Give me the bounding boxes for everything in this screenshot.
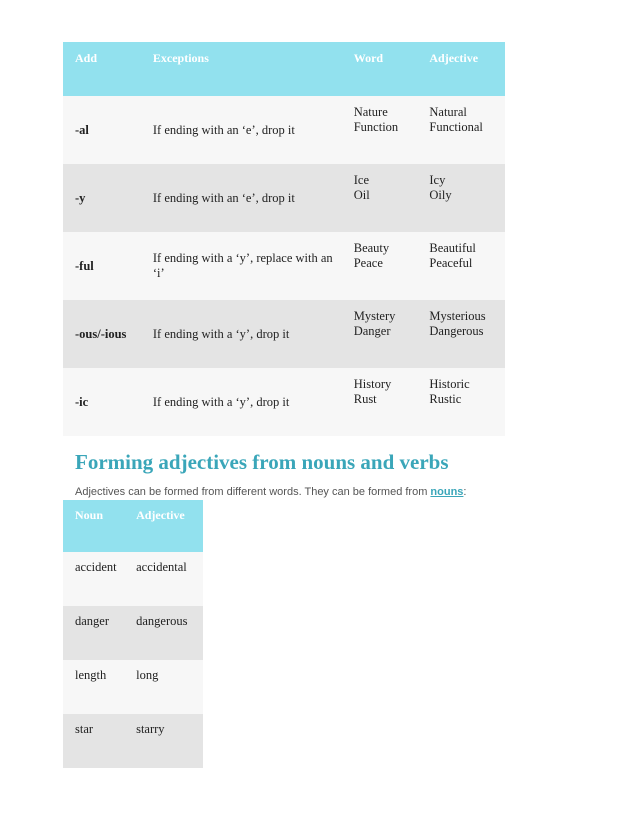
table-row — [63, 300, 505, 368]
exception-cell: If ending with a ‘y’, replace with an ‘i’ — [152, 251, 333, 280]
header-noun-adjective: Adjective — [136, 508, 185, 522]
intro-end: : — [463, 486, 467, 498]
header-noun: Noun — [75, 508, 104, 522]
suffix-table — [63, 42, 505, 436]
adjective-2: Dangerous — [429, 324, 484, 338]
noun-table — [63, 500, 203, 768]
exception-cell: If ending with a ‘y’, drop it — [152, 394, 290, 409]
adjective-cell — [417, 96, 505, 164]
suffix-cell: -ic — [75, 394, 89, 409]
word-2: Peace — [353, 256, 383, 270]
adjective-1: Beautiful — [429, 241, 476, 255]
exception-cell: If ending with a ‘y’, drop it — [152, 326, 290, 341]
nouns-link[interactable]: nouns — [430, 486, 464, 498]
word-1: Ice — [353, 173, 369, 187]
noun-adjective-cell: starry — [136, 722, 165, 736]
adjective-1: Mysterious — [429, 309, 486, 323]
word-2: Function — [353, 120, 399, 134]
section-heading: Forming adjectives from nouns and verbs — [75, 450, 449, 474]
table-row — [63, 164, 505, 232]
adjective-2: Peaceful — [429, 256, 473, 270]
noun-table-header-row — [63, 500, 203, 552]
header-exceptions: Exceptions — [152, 51, 209, 65]
word-2: Rust — [353, 392, 377, 406]
table-row — [63, 606, 203, 660]
noun-adjective-cell: long — [136, 668, 159, 682]
adjective-1: Historic — [429, 377, 470, 391]
exception-cell: If ending with an ‘e’, drop it — [152, 122, 295, 137]
noun-cell: length — [75, 668, 107, 682]
word-cell — [342, 164, 418, 232]
header-adjective: Adjective — [429, 51, 479, 65]
adjective-1: Natural — [429, 105, 467, 119]
adjective-cell — [417, 232, 505, 300]
word-2: Oil — [353, 188, 370, 202]
exception-cell: If ending with an ‘e’, drop it — [152, 190, 295, 205]
table-row — [63, 660, 203, 714]
table-row — [63, 552, 203, 606]
noun-adjective-cell: dangerous — [136, 614, 188, 628]
adjective-1: Icy — [429, 173, 446, 187]
adjective-2: Rustic — [429, 392, 462, 406]
suffix-table-header-row — [63, 42, 505, 96]
word-cell — [342, 232, 418, 300]
table-row — [63, 232, 505, 300]
adjective-cell — [417, 368, 505, 436]
word-1: History — [353, 377, 392, 391]
table-row — [63, 96, 505, 164]
noun-cell: star — [75, 722, 94, 736]
noun-adjective-cell: accidental — [136, 560, 187, 574]
suffix-cell: -ous/-ious — [75, 326, 127, 341]
word-cell — [342, 368, 418, 436]
table-row — [63, 368, 505, 436]
suffix-cell: -ful — [75, 258, 94, 273]
adjective-cell — [417, 300, 505, 368]
suffix-cell: -y — [75, 190, 86, 205]
word-1: Beauty — [353, 241, 390, 255]
word-2: Danger — [353, 324, 391, 338]
adjective-2: Functional — [429, 120, 483, 134]
table-row — [63, 714, 203, 768]
intro-text: Adjectives can be formed from different words. They can be formed from — [75, 486, 431, 498]
word-cell — [342, 96, 418, 164]
suffix-cell: -al — [75, 122, 89, 137]
word-1: Nature — [353, 105, 388, 119]
adjective-cell — [417, 164, 505, 232]
adjective-2: Oily — [429, 188, 452, 202]
header-word: Word — [353, 51, 384, 65]
header-add: Add — [75, 51, 98, 65]
noun-cell: danger — [75, 614, 110, 628]
word-1: Mystery — [353, 309, 396, 323]
noun-cell: accident — [75, 560, 117, 574]
word-cell — [342, 300, 418, 368]
intro-paragraph — [75, 486, 466, 498]
